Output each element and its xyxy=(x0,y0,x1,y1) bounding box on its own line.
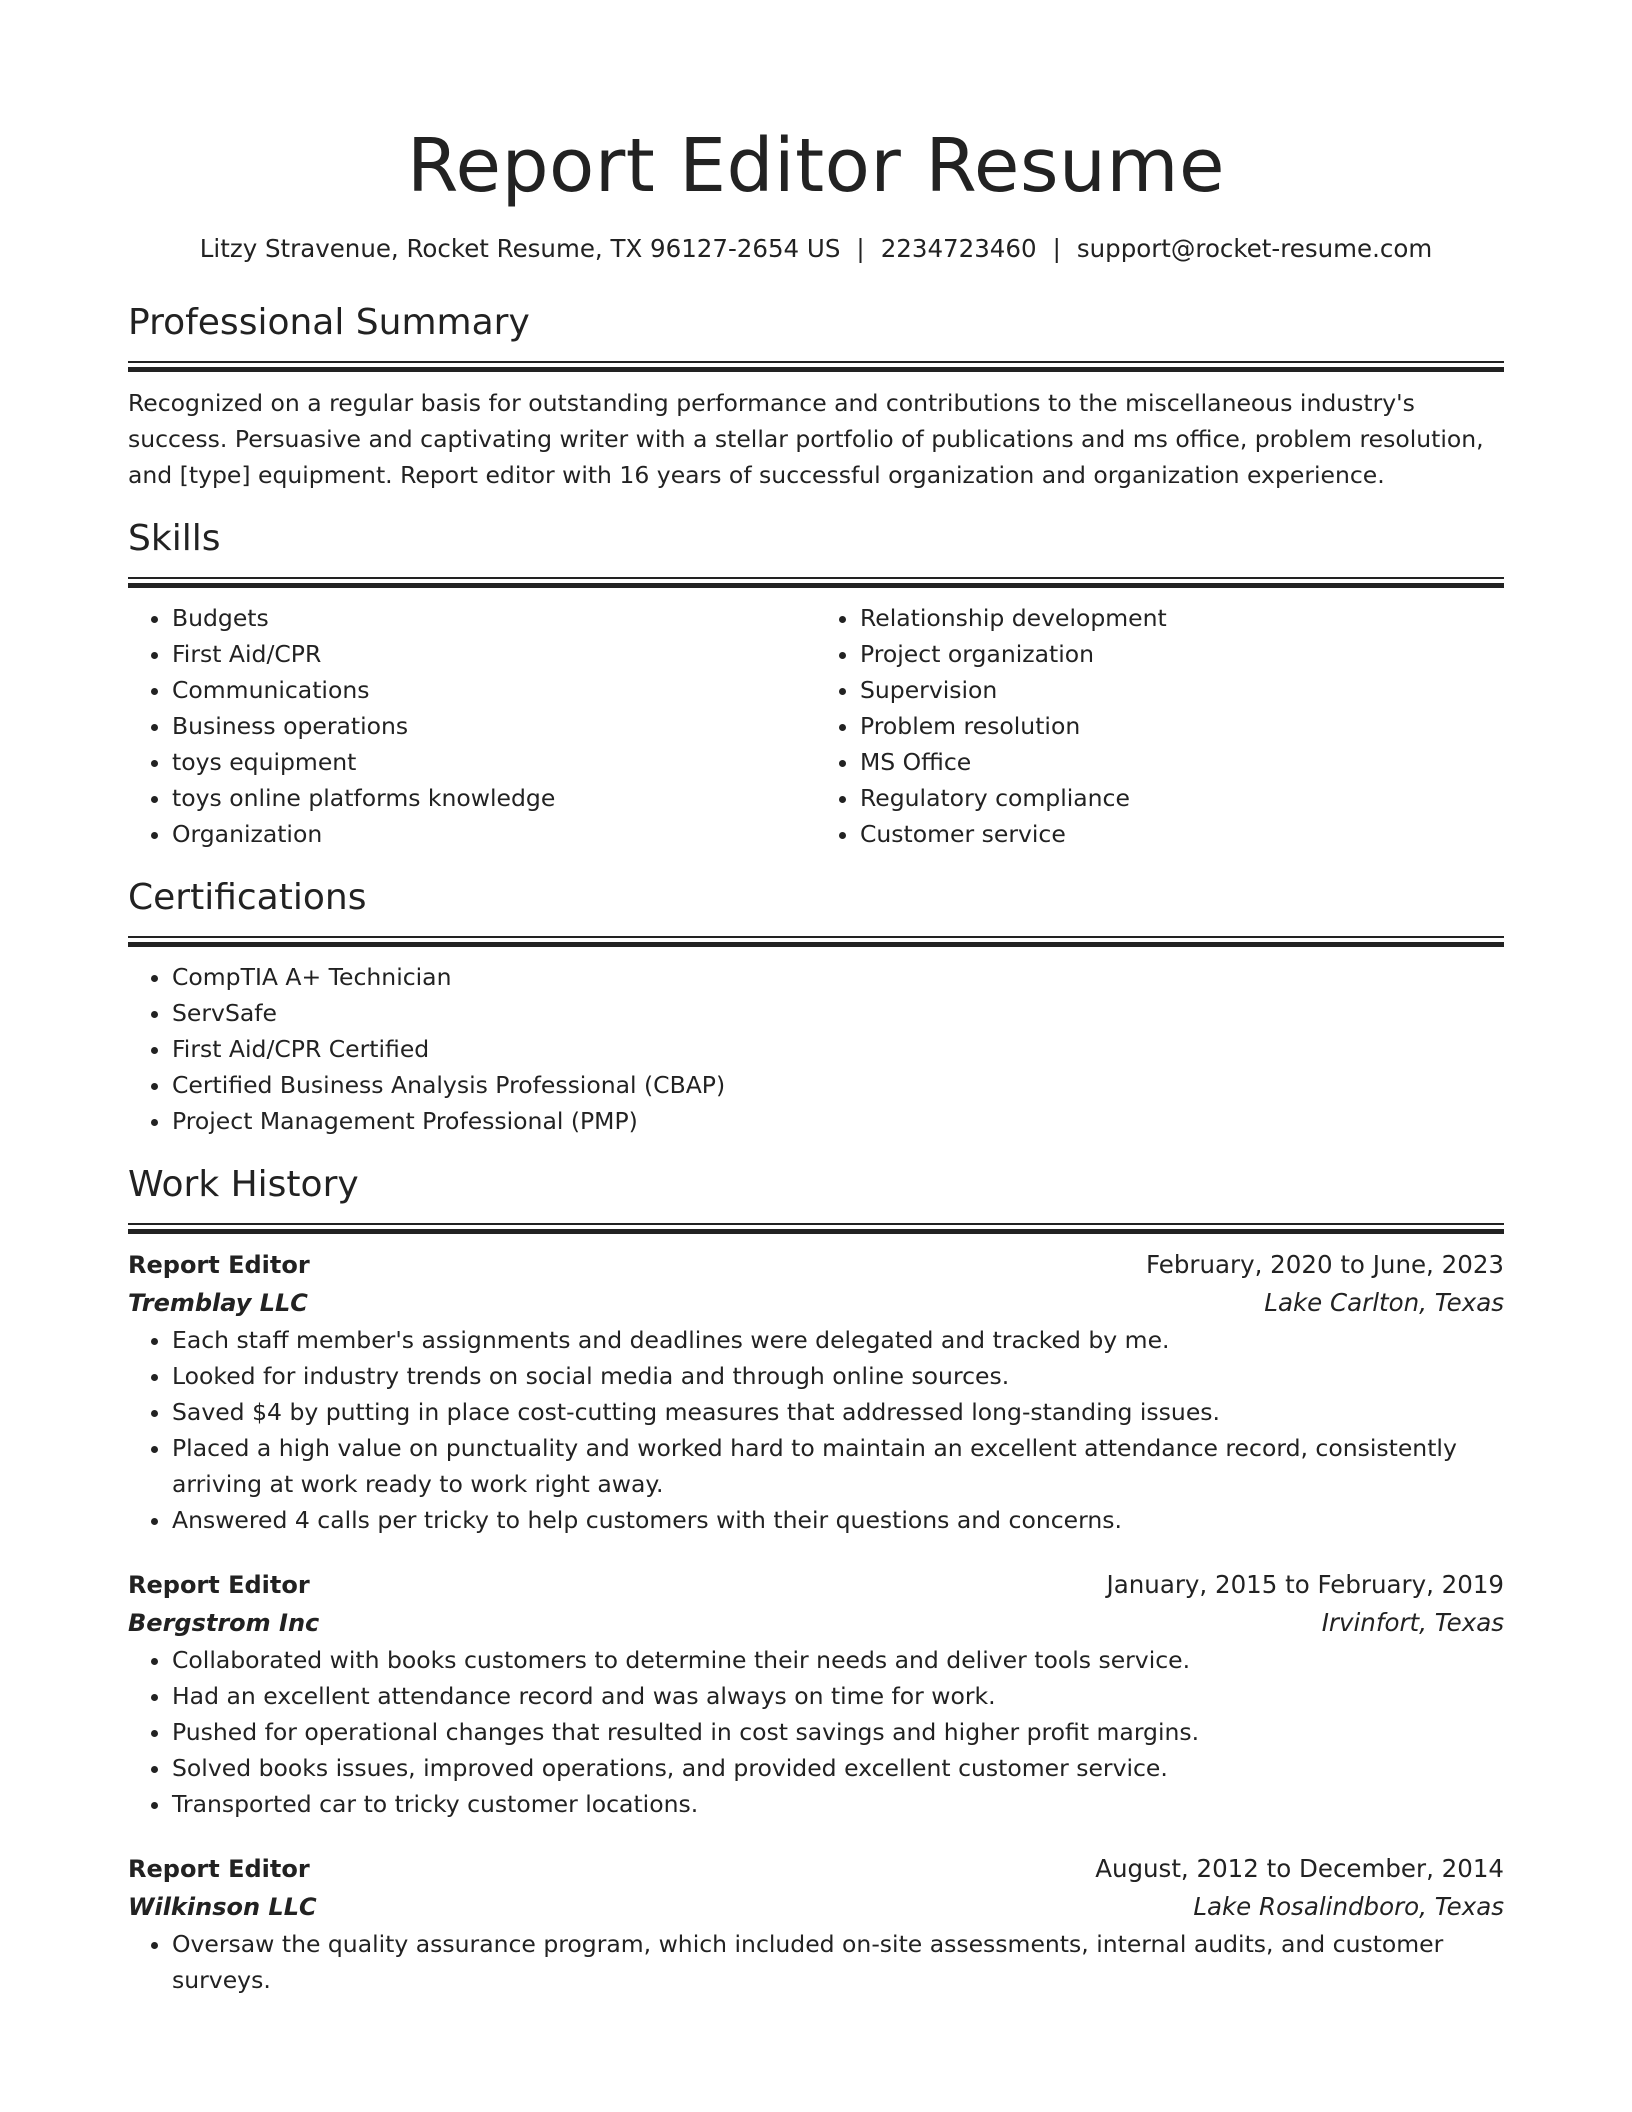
job-bullets xyxy=(128,1642,1504,1822)
section-divider xyxy=(128,1223,1504,1234)
job-subheader xyxy=(128,1604,1504,1642)
certifications-list xyxy=(128,959,1504,1139)
job-bullet: • Had an excellent attendance record and was always on time for work. xyxy=(172,1678,1504,1714)
section-divider xyxy=(128,577,1504,588)
skill-item: • First Aid/CPR xyxy=(172,636,816,672)
job-bullet: • Each staff member's assignments and deadlines were delegated and tracked by me. xyxy=(172,1322,1504,1358)
contact-email: support@rocket-resume.com xyxy=(1076,234,1433,263)
certification-item: • First Aid/CPR Certified xyxy=(172,1031,1504,1067)
summary-section xyxy=(128,299,1504,493)
job-header xyxy=(128,1850,1504,1888)
job-header xyxy=(128,1246,1504,1284)
contact-address: Litzy Stravenue, Rocket Resume, TX 96127-2654 US xyxy=(199,234,841,263)
job-bullets xyxy=(128,1322,1504,1538)
contact-separator: | xyxy=(856,234,865,263)
job-bullet: • Looked for industry trends on social media and through online sources. xyxy=(172,1358,1504,1394)
contact-separator: | xyxy=(1052,234,1061,263)
skill-item: • MS Office xyxy=(860,744,1504,780)
job-subheader xyxy=(128,1284,1504,1322)
job-location: Lake Rosalindboro, Texas xyxy=(1193,1892,1504,1921)
job-title: Report Editor xyxy=(128,1251,310,1279)
job-bullet: • Placed a high value on punctuality and worked hard to maintain an excellent attendance record, consistently arriving at work ready to work right away. xyxy=(172,1430,1504,1502)
skill-item: • Regulatory compliance xyxy=(860,780,1504,816)
contact-phone: 2234723460 xyxy=(880,234,1037,263)
job-bullet: • Answered 4 calls per tricky to help customers with their questions and concerns. xyxy=(172,1502,1504,1538)
certification-item: • Project Management Professional (PMP) xyxy=(172,1103,1504,1139)
job-dates: August, 2012 to December, 2014 xyxy=(1095,1854,1504,1883)
skill-item: • toys online platforms knowledge xyxy=(172,780,816,816)
job-location: Lake Carlton, Texas xyxy=(1264,1288,1504,1317)
job-bullet: • Solved books issues, improved operations, and provided excellent customer service. xyxy=(172,1750,1504,1786)
job-bullet: • Transported car to tricky customer locations. xyxy=(172,1786,1504,1822)
skill-item: • Communications xyxy=(172,672,816,708)
job-dates: February, 2020 to June, 2023 xyxy=(1146,1250,1504,1279)
job-subheader xyxy=(128,1888,1504,1926)
job-entry xyxy=(128,1246,1504,1538)
section-divider xyxy=(128,936,1504,947)
skill-item: • toys equipment xyxy=(172,744,816,780)
summary-text: Recognized on a regular basis for outstanding performance and contributions to the miscellaneous industry's success. Persuasive and captivating writer with a stellar portfolio of publications and ms office, problem resolution, and [type] equipment. Report editor with 16 years of successful organization and organization experience. xyxy=(128,389,1484,489)
skill-item: • Customer service xyxy=(860,816,1504,852)
job-bullets xyxy=(128,1926,1504,1998)
skill-item: • Budgets xyxy=(172,600,816,636)
job-bullet: • Oversaw the quality assurance program, which included on-site assessments, internal audits, and customer surveys. xyxy=(172,1926,1504,1998)
summary-heading: Professional Summary xyxy=(128,302,530,343)
job-company: Tremblay LLC xyxy=(128,1289,308,1317)
skill-item: • Supervision xyxy=(860,672,1504,708)
certification-item: • CompTIA A+ Technician xyxy=(172,959,1504,995)
skill-item: • Relationship development xyxy=(860,600,1504,636)
skills-column-left xyxy=(128,600,816,852)
job-bullet: • Collaborated with books customers to determine their needs and deliver tools service. xyxy=(172,1642,1504,1678)
work-history-section xyxy=(128,1161,1504,1998)
skills-grid xyxy=(128,600,1504,852)
job-header xyxy=(128,1566,1504,1604)
certification-item: • Certified Business Analysis Professional (CBAP) xyxy=(172,1067,1504,1103)
job-entry xyxy=(128,1566,1504,1822)
job-bullet: • Saved $4 by putting in place cost-cutting measures that addressed long-standing issues. xyxy=(172,1394,1504,1430)
certification-item: • ServSafe xyxy=(172,995,1504,1031)
job-company: Wilkinson LLC xyxy=(128,1893,317,1921)
skill-item: • Project organization xyxy=(860,636,1504,672)
resume-title: Report Editor Resume xyxy=(406,123,1226,209)
job-location: Irvinfort, Texas xyxy=(1321,1608,1504,1637)
skill-item: • Organization xyxy=(172,816,816,852)
job-company: Bergstrom Inc xyxy=(128,1609,320,1637)
skills-column-right xyxy=(816,600,1504,852)
job-title: Report Editor xyxy=(128,1855,310,1883)
certifications-section xyxy=(128,874,1504,1139)
certifications-heading: Certifications xyxy=(128,877,367,918)
job-bullet: • Pushed for operational changes that resulted in cost savings and higher profit margins. xyxy=(172,1714,1504,1750)
skill-item: • Problem resolution xyxy=(860,708,1504,744)
contact-line xyxy=(128,232,1504,266)
work-history-heading: Work History xyxy=(128,1164,359,1205)
job-title: Report Editor xyxy=(128,1571,310,1599)
section-divider xyxy=(128,361,1504,372)
job-dates: January, 2015 to February, 2019 xyxy=(1106,1570,1504,1599)
skill-item: • Business operations xyxy=(172,708,816,744)
skills-section xyxy=(128,515,1504,852)
skills-heading: Skills xyxy=(128,518,221,559)
job-entry xyxy=(128,1850,1504,1998)
